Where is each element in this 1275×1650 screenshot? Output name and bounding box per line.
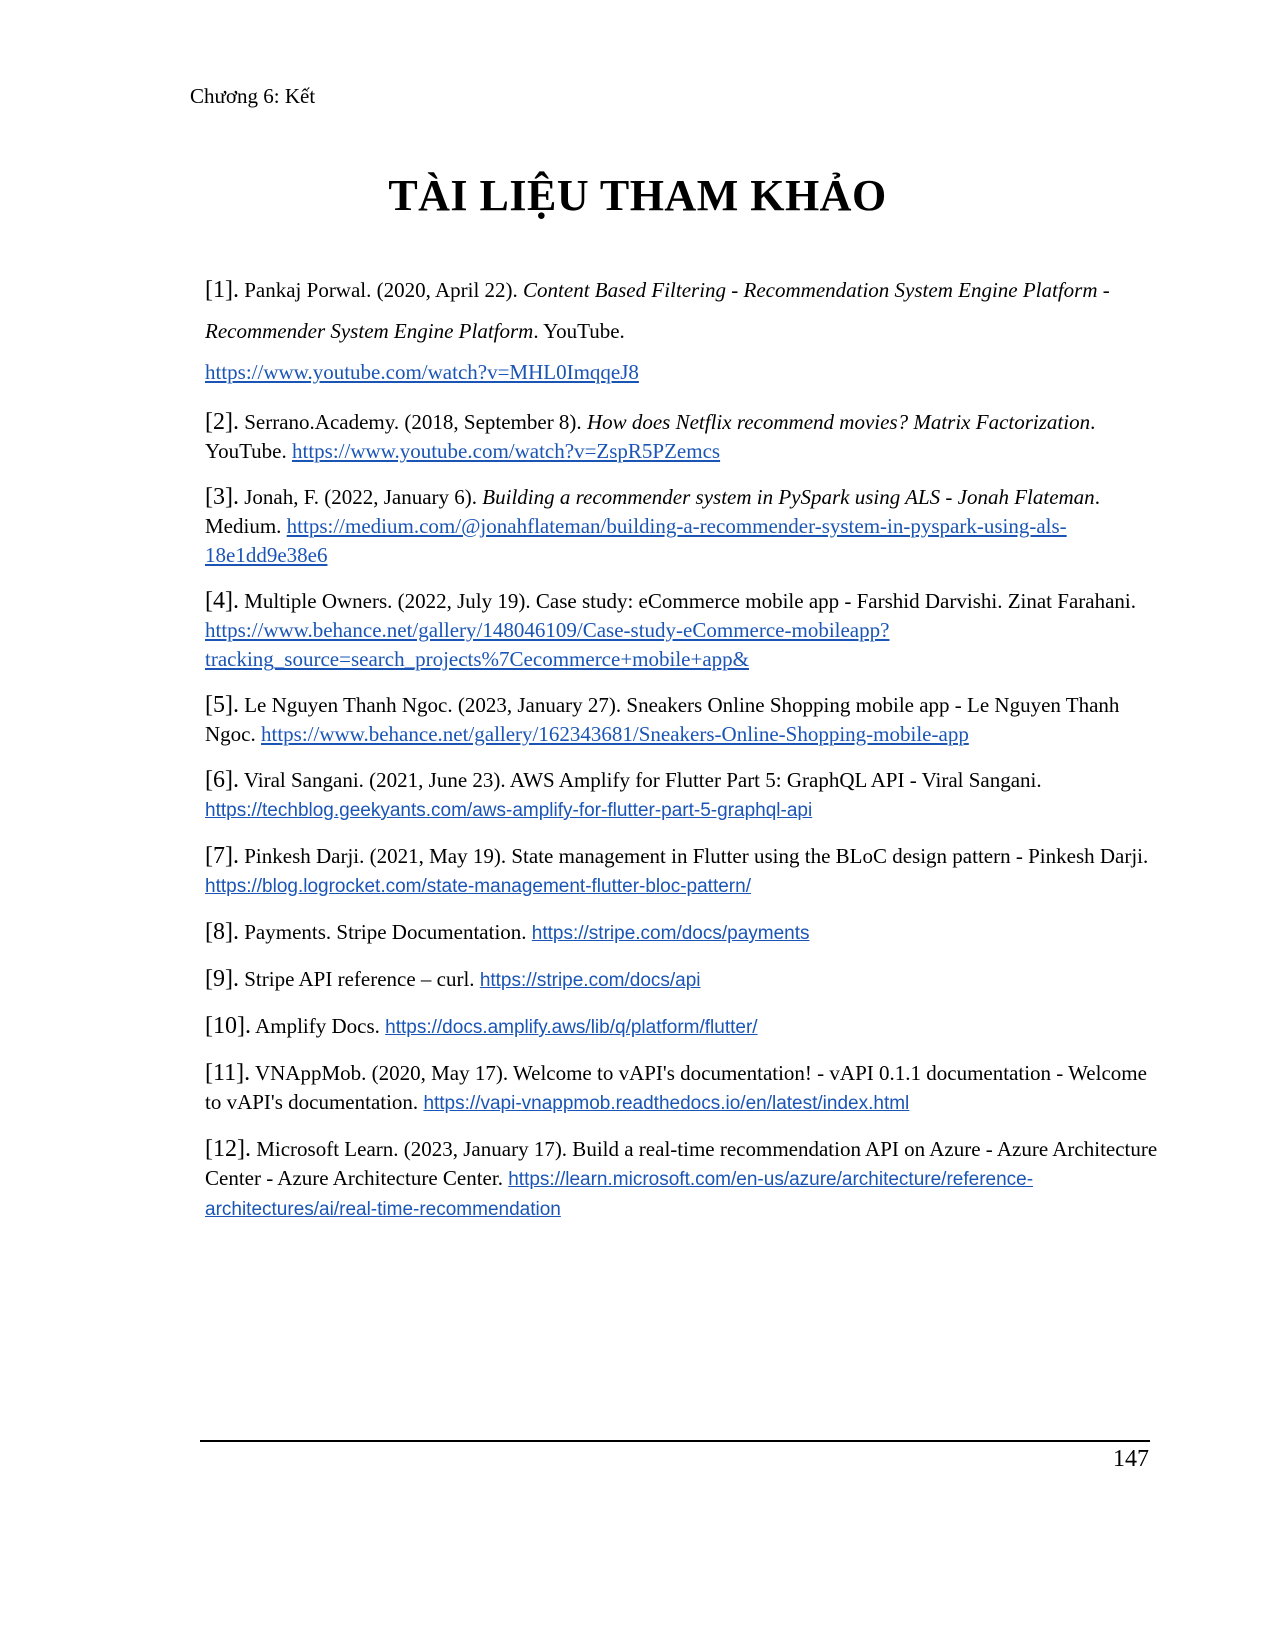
reference-link[interactable]: https://blog.logrocket.com/state-management-flutter-bloc-pattern/ [205, 876, 751, 897]
reference-item [205, 1059, 1160, 1118]
reference-text: Multiple Owners. (2022, July 19). Case study: eCommerce mobile app - Farshid Darvishi. Zinat Farahani. [238, 589, 1136, 613]
reference-number: [8]. [205, 919, 239, 945]
reference-link[interactable]: https://stripe.com/docs/payments [531, 923, 810, 944]
reference-text: Payments. Stripe Documentation. [238, 920, 532, 944]
reference-source: . YouTube. [205, 410, 1096, 463]
reference-link[interactable]: https://docs.amplify.aws/lib/q/platform/flutter/ [385, 1017, 758, 1038]
reference-number: [5]. [205, 692, 239, 718]
reference-number: [10]. [205, 1013, 251, 1039]
reference-number: [1]. [205, 277, 239, 303]
page-title: TÀI LIỆU THAM KHẢO [388, 171, 887, 220]
reference-link[interactable]: https://medium.com/@jonahflateman/building-a-recommender-system-in-pyspark-using-als-18e1dd9e38e6 [205, 514, 1067, 567]
reference-number: [3]. [205, 484, 239, 510]
reference-link[interactable]: https://www.behance.net/gallery/162343681/Sneakers-Online-Shopping-mobile-app [261, 722, 969, 746]
reference-item [205, 408, 1160, 466]
reference-list [205, 270, 1160, 1241]
reference-text: Microsoft Learn. (2023, January 17). Build a real-time recommendation API on Azure - Azure Architecture Center - Azure Architecture Center. [205, 1137, 1158, 1190]
reference-item [205, 918, 1160, 948]
reference-link[interactable]: https://techblog.geekyants.com/aws-amplify-for-flutter-part-5-graphql-api [205, 800, 813, 821]
reference-link[interactable]: https://www.youtube.com/watch?v=MHL0ImqqeJ8 [205, 360, 639, 384]
reference-title: Content Based Filtering - Recommendation System Engine Platform - Recommender System Engine Platform [205, 278, 1110, 343]
reference-text: Le Nguyen Thanh Ngoc. (2023, January 27). Sneakers Online Shopping mobile app - Le Nguyen Thanh Ngoc. [205, 693, 1120, 746]
reference-text: Stripe API reference – curl. [238, 967, 480, 991]
reference-text: Jonah, F. (2022, January 6). [238, 485, 483, 509]
reference-link[interactable]: https://vapi-vnappmob.readthedocs.io/en/latest/index.html [423, 1093, 910, 1114]
reference-number: [4]. [205, 588, 239, 614]
reference-text: VNAppMob. (2020, May 17). Welcome to vAPI's documentation! - vAPI 0.1.1 documentation - Welcome to vAPI's documentation. [205, 1061, 1147, 1114]
reference-text: Pinkesh Darji. (2021, May 19). State management in Flutter using the BLoC design pattern - Pinkesh Darji. [238, 844, 1149, 868]
reference-link[interactable]: https://www.youtube.com/watch?v=ZspR5PZemcs [291, 439, 721, 463]
reference-item [205, 587, 1160, 674]
reference-item [205, 270, 1160, 393]
reference-number: [2]. [205, 409, 239, 435]
chapter-header: Chương 6: Kết [190, 84, 316, 108]
reference-link[interactable]: https://www.behance.net/gallery/148046109/Case-study-eCommerce-mobileapp?tracking_source=search_projects%7Cecommerce+mobile+app& [205, 618, 890, 671]
reference-link[interactable]: https://stripe.com/docs/api [479, 970, 701, 991]
reference-source: . Medium. [205, 485, 1100, 538]
reference-number: [11]. [205, 1060, 251, 1086]
reference-source: . YouTube. [533, 319, 625, 343]
reference-item [205, 691, 1160, 749]
reference-item [205, 483, 1160, 570]
reference-number: [6]. [205, 767, 239, 793]
reference-text: Pankaj Porwal. (2020, April 22). [238, 278, 524, 302]
reference-link[interactable]: https://learn.microsoft.com/en-us/azure/architecture/reference-architectures/ai/real-time-recommendation [205, 1169, 1034, 1220]
reference-item [205, 1012, 1160, 1042]
reference-number: [12]. [205, 1136, 251, 1162]
footer-divider [200, 1440, 1150, 1442]
page-number: 147 [1113, 1446, 1149, 1472]
reference-item [205, 965, 1160, 995]
reference-item [205, 766, 1160, 825]
reference-title: Building a recommender system in PySpark using ALS - Jonah Flateman [482, 485, 1095, 509]
reference-text: Serrano.Academy. (2018, September 8). [238, 410, 587, 434]
reference-text: Amplify Docs. [250, 1014, 386, 1038]
reference-number: [7]. [205, 843, 239, 869]
reference-number: [9]. [205, 966, 239, 992]
reference-item [205, 842, 1160, 901]
reference-item [205, 1135, 1160, 1224]
reference-text: Viral Sangani. (2021, June 23). AWS Amplify for Flutter Part 5: GraphQL API - Viral Sangani. [238, 768, 1042, 792]
reference-title: How does Netflix recommend movies? Matrix Factorization [586, 410, 1091, 434]
